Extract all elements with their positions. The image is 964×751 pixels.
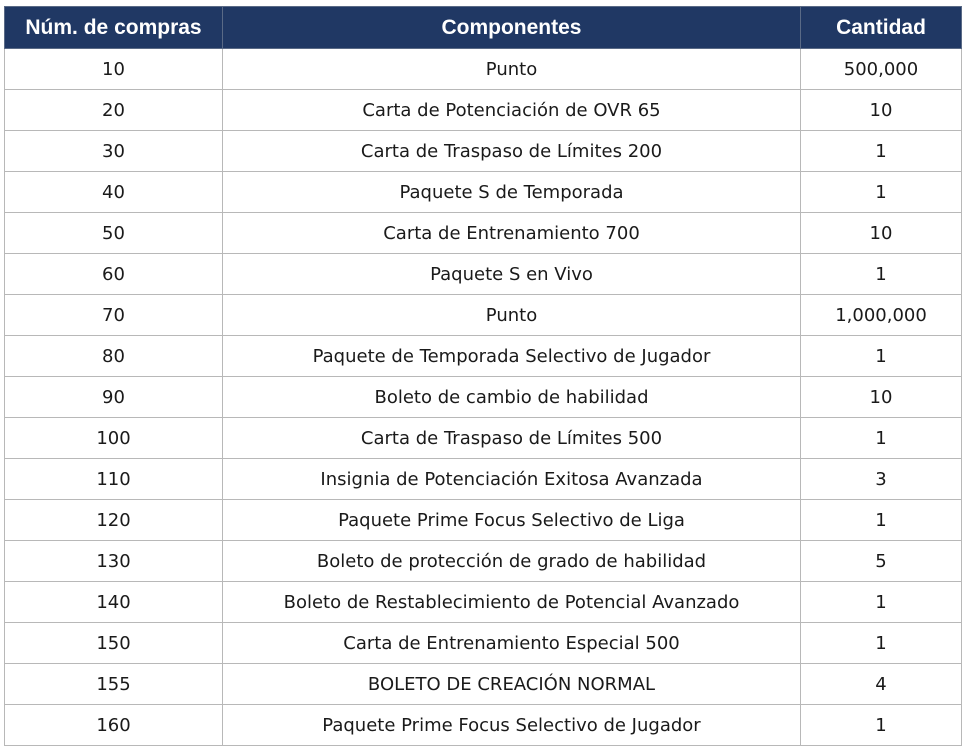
cell-purchase-count: 155 [5, 664, 223, 705]
rewards-table-container [4, 6, 961, 746]
cell-component: Carta de Entrenamiento 700 [223, 213, 801, 254]
table-row [5, 213, 962, 254]
table-row [5, 336, 962, 377]
cell-component: Boleto de protección de grado de habilidad [223, 541, 801, 582]
table-row [5, 664, 962, 705]
cell-component: Paquete S en Vivo [223, 254, 801, 295]
table-row [5, 90, 962, 131]
table-row [5, 705, 962, 746]
header-quantity: Cantidad [801, 7, 962, 49]
cell-purchase-count: 80 [5, 336, 223, 377]
cell-purchase-count: 130 [5, 541, 223, 582]
table-row [5, 295, 962, 336]
cell-component: Punto [223, 295, 801, 336]
cell-purchase-count: 160 [5, 705, 223, 746]
header-components: Componentes [223, 7, 801, 49]
cell-quantity: 3 [801, 459, 962, 500]
cell-quantity: 1 [801, 500, 962, 541]
cell-purchase-count: 140 [5, 582, 223, 623]
cell-purchase-count: 60 [5, 254, 223, 295]
table-body [5, 49, 962, 746]
rewards-table [4, 6, 962, 746]
table-row [5, 459, 962, 500]
cell-component: Carta de Traspaso de Límites 200 [223, 131, 801, 172]
cell-component: Paquete Prime Focus Selectivo de Jugador [223, 705, 801, 746]
table-row [5, 623, 962, 664]
cell-component: Paquete de Temporada Selectivo de Jugador [223, 336, 801, 377]
table-row [5, 172, 962, 213]
table-row [5, 582, 962, 623]
cell-quantity: 4 [801, 664, 962, 705]
cell-purchase-count: 20 [5, 90, 223, 131]
cell-component: Carta de Traspaso de Límites 500 [223, 418, 801, 459]
table-row [5, 49, 962, 90]
cell-quantity: 10 [801, 90, 962, 131]
cell-quantity: 1 [801, 418, 962, 459]
table-row [5, 131, 962, 172]
cell-component: Punto [223, 49, 801, 90]
cell-component: Boleto de cambio de habilidad [223, 377, 801, 418]
cell-component: BOLETO DE CREACIÓN NORMAL [223, 664, 801, 705]
cell-quantity: 1 [801, 131, 962, 172]
cell-purchase-count: 110 [5, 459, 223, 500]
cell-purchase-count: 30 [5, 131, 223, 172]
cell-quantity: 1 [801, 254, 962, 295]
table-row [5, 254, 962, 295]
cell-quantity: 1 [801, 172, 962, 213]
cell-purchase-count: 120 [5, 500, 223, 541]
cell-purchase-count: 40 [5, 172, 223, 213]
cell-quantity: 500,000 [801, 49, 962, 90]
table-header-row [5, 7, 962, 49]
cell-purchase-count: 50 [5, 213, 223, 254]
cell-quantity: 1 [801, 582, 962, 623]
cell-purchase-count: 10 [5, 49, 223, 90]
table-row [5, 541, 962, 582]
cell-component: Carta de Entrenamiento Especial 500 [223, 623, 801, 664]
cell-quantity: 10 [801, 213, 962, 254]
table-row [5, 500, 962, 541]
cell-quantity: 10 [801, 377, 962, 418]
header-purchase-count: Núm. de compras [5, 7, 223, 49]
cell-component: Boleto de Restablecimiento de Potencial Avanzado [223, 582, 801, 623]
cell-quantity: 1 [801, 705, 962, 746]
table-row [5, 418, 962, 459]
cell-quantity: 1 [801, 623, 962, 664]
cell-purchase-count: 150 [5, 623, 223, 664]
cell-quantity: 1,000,000 [801, 295, 962, 336]
cell-quantity: 1 [801, 336, 962, 377]
cell-purchase-count: 90 [5, 377, 223, 418]
table-row [5, 377, 962, 418]
cell-purchase-count: 100 [5, 418, 223, 459]
cell-component: Carta de Potenciación de OVR 65 [223, 90, 801, 131]
cell-component: Insignia de Potenciación Exitosa Avanzada [223, 459, 801, 500]
cell-purchase-count: 70 [5, 295, 223, 336]
cell-component: Paquete Prime Focus Selectivo de Liga [223, 500, 801, 541]
cell-quantity: 5 [801, 541, 962, 582]
cell-component: Paquete S de Temporada [223, 172, 801, 213]
